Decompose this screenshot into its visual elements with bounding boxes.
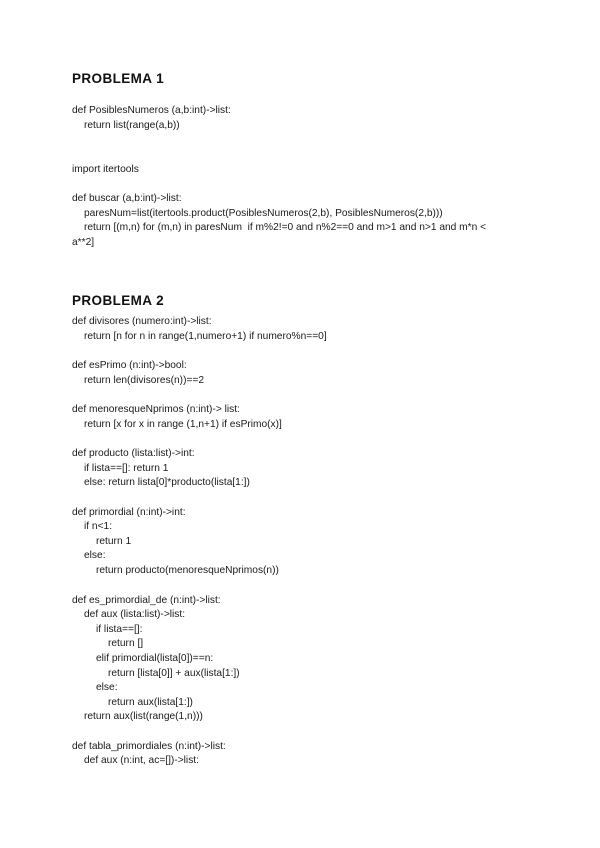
code-line: return len(divisores(n))==2 — [84, 375, 205, 386]
code-line: else: return lista[0]*producto(lista[1:]) — [84, 477, 250, 488]
code-line: def primordial (n:int)->int: — [72, 507, 186, 518]
code-line: elif primordial(lista[0])==n: — [96, 653, 214, 664]
code-line: return 1 — [96, 536, 132, 547]
code-line: return aux(lista[1:]) — [108, 697, 193, 708]
code-line: if lista==[]: — [96, 624, 143, 635]
code-line: return [] — [108, 638, 144, 649]
code-line: return [lista[0]] + aux(lista[1:]) — [108, 668, 240, 679]
code-line: def buscar (a,b:int)->list: — [72, 193, 182, 204]
code-line: return [x for x in range (1,n+1) if esPrimo(x)] — [84, 419, 282, 430]
code-line: def producto (lista:list)->int: — [72, 448, 195, 459]
code-line: if lista==[]: return 1 — [84, 463, 169, 474]
code-line: def divisores (numero:int)->list: — [72, 316, 212, 327]
code-line: else: — [84, 550, 106, 561]
code-line: return [n for n in range(1,numero+1) if numero%n==0] — [84, 331, 327, 342]
code-line: else: — [96, 682, 118, 693]
code-line: def esPrimo (n:int)->bool: — [72, 360, 187, 371]
code-line: return aux(list(range(1,n))) — [84, 711, 203, 722]
code-line: a**2] — [72, 237, 95, 248]
code-line: paresNum=list(itertools.product(PosiblesNumeros(2,b), PosiblesNumeros(2,b))) — [84, 208, 443, 219]
code-line: if n<1: — [84, 521, 113, 532]
code-line: return list(range(a,b)) — [84, 120, 180, 131]
code-line: return producto(menoresqueNprimos(n)) — [96, 565, 279, 576]
code-line: def menoresqueNprimos (n:int)-> list: — [72, 404, 240, 415]
code-line: import itertools — [72, 164, 139, 175]
code-line: def aux (lista:list)->list: — [84, 609, 186, 620]
code-line: def aux (n:int, ac=[])->list: — [84, 755, 199, 766]
code-line: def es_primordial_de (n:int)->list: — [72, 595, 221, 606]
problem-1-heading: PROBLEMA 1 — [72, 71, 165, 86]
code-line: def tabla_primordiales (n:int)->list: — [72, 741, 226, 752]
code-line: return [(m,n) for (m,n) in paresNum if m%2!=0 and n%2==0 and m>1 and n>1 and m*n < — [84, 222, 487, 233]
problem-2-heading: PROBLEMA 2 — [72, 293, 165, 308]
code-line: def PosiblesNumeros (a,b:int)->list: — [72, 105, 231, 116]
